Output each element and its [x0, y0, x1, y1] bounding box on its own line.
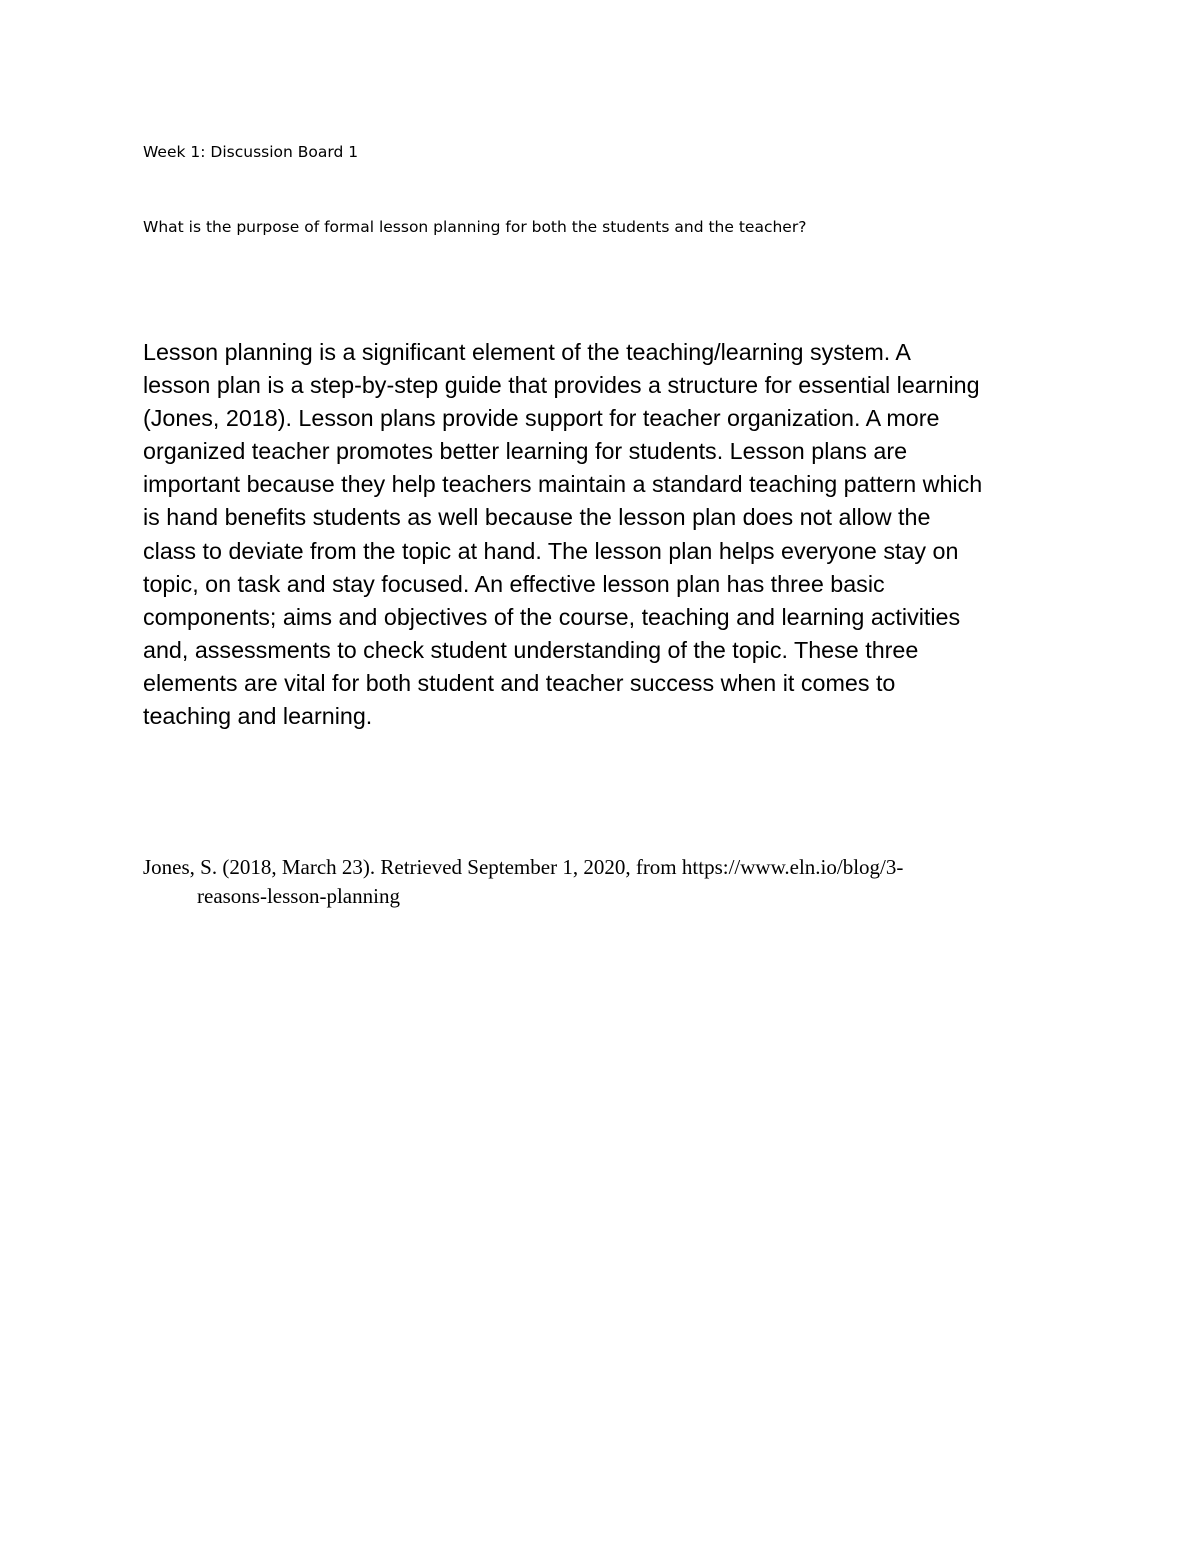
paragraph-line: teaching and learning.	[143, 703, 373, 730]
paragraph-line: lesson plan is a step-by-step guide that provides a structure for essential learning	[143, 372, 980, 399]
response-paragraph	[143, 336, 1068, 733]
paragraph-line: is hand benefits students as well because the lesson plan does not allow the	[143, 504, 931, 531]
discussion-question: What is the purpose of formal lesson planning for both the students and the teacher?	[143, 218, 807, 236]
paragraph-line: important because they help teachers maintain a standard teaching pattern which	[143, 471, 983, 498]
paragraph-line: and, assessments to check student understanding of the topic. These three	[143, 636, 919, 663]
paragraph-line: organized teacher promotes better learning for students. Lesson plans are	[143, 438, 908, 465]
reference-entry	[143, 853, 903, 911]
reference-line: Jones, S. (2018, March 23). Retrieved September 1, 2020, from https://www.eln.io/blog/3-	[143, 855, 904, 879]
reference-line-continued: reasons-lesson-planning	[197, 884, 400, 908]
paragraph-line: (Jones, 2018). Lesson plans provide support for teacher organization. A more	[143, 405, 940, 432]
paragraph-line: topic, on task and stay focused. An effective lesson plan has three basic	[143, 570, 885, 597]
document-heading: Week 1: Discussion Board 1	[143, 143, 359, 161]
paragraph-line: class to deviate from the topic at hand. The lesson plan helps everyone stay on	[143, 537, 959, 564]
paragraph-line: elements are vital for both student and teacher success when it comes to	[143, 669, 896, 696]
paragraph-line: components; aims and objectives of the course, teaching and learning activities	[143, 603, 961, 630]
paragraph-line: Lesson planning is a significant element of the teaching/learning system. A	[143, 339, 911, 365]
